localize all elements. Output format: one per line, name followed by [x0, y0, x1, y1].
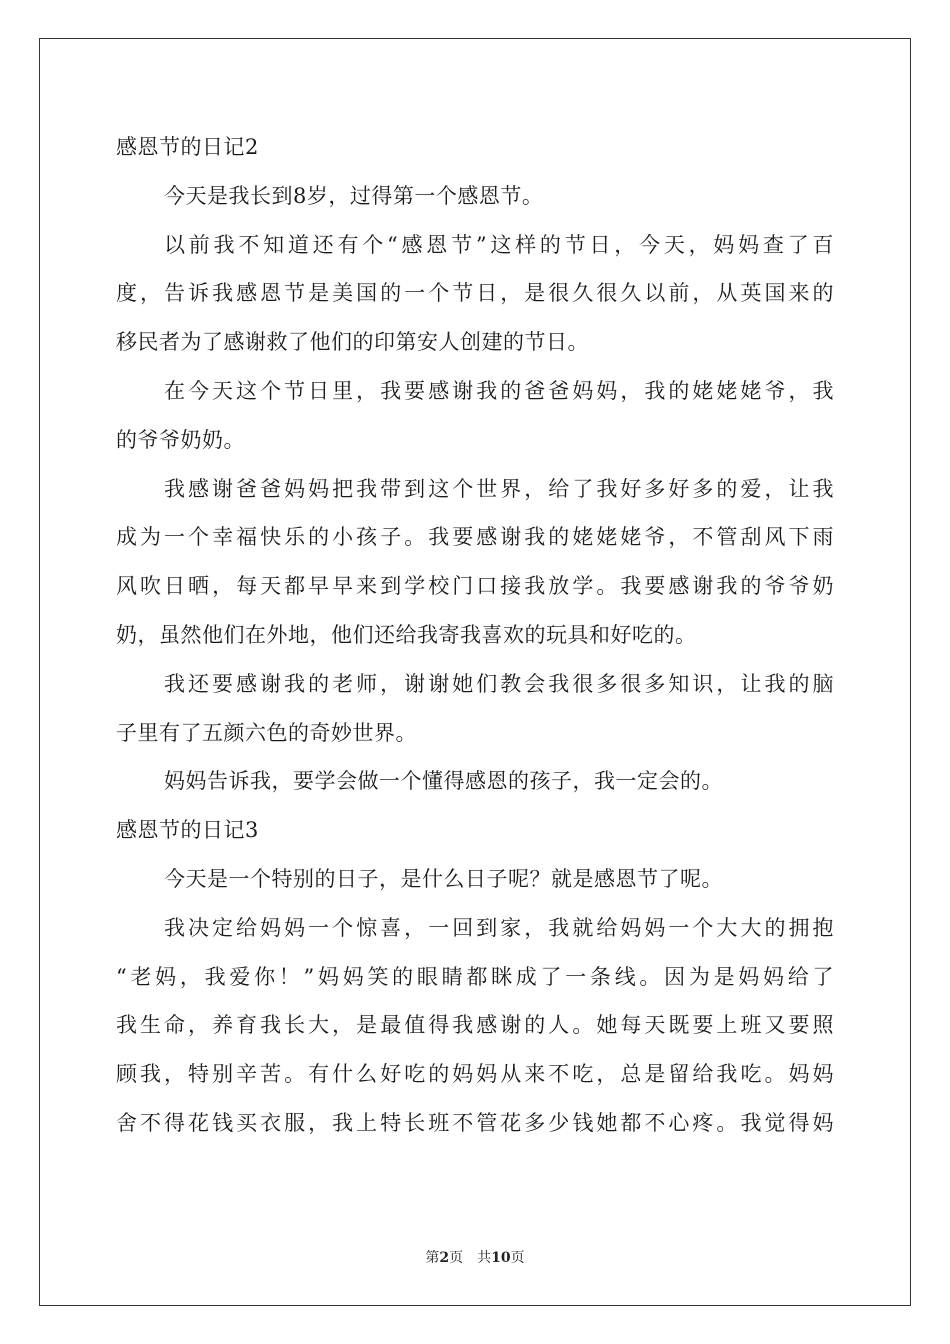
paragraph-line: 度，告诉我感恩节是美国的一个节日，是很久很久以前，从英国来的 — [116, 281, 834, 306]
paragraph-line: “老妈，我爱你！”妈妈笑的眼睛都眯成了一条线。因为是妈妈给了 — [116, 964, 834, 989]
section-heading: 感恩节的日记3 — [116, 818, 259, 843]
footer-page-number: 2 — [439, 1250, 450, 1266]
paragraph-line: 妈妈告诉我，要学会做一个懂得感恩的孩子，我一定会的。 — [164, 769, 723, 794]
paragraph-line: 成为一个幸福快乐的小孩子。我要感谢我的姥姥姥爷，不管刮风下雨 — [116, 525, 834, 550]
paragraph-line: 今天是我长到8岁，过得第一个感恩节。 — [164, 183, 544, 208]
footer-total-pages: 10 — [491, 1250, 511, 1266]
paragraph-line: 子里有了五颜六色的奇妙世界。 — [116, 720, 417, 745]
page-footer — [0, 1247, 950, 1267]
paragraph-line: 我生命，养育我长大，是最值得我感谢的人。她每天既要上班又要照 — [116, 1013, 834, 1038]
footer-total-suffix: 页 — [510, 1250, 525, 1266]
paragraph-line: 在今天这个节日里，我要感谢我的爸爸妈妈，我的姥姥姥爷，我 — [164, 378, 834, 403]
paragraph-line: 我还要感谢我的老师，谢谢她们教会我很多很多知识，让我的脑 — [164, 671, 834, 696]
paragraph-line: 以前我不知道还有个“感恩节”这样的节日，今天，妈妈查了百 — [164, 232, 834, 257]
paragraph-line: 舍不得花钱买衣服，我上特长班不管花多少钱她都不心疼。我觉得妈 — [116, 1110, 834, 1135]
document-body — [116, 123, 834, 1148]
footer-page-prefix: 第 — [425, 1250, 440, 1266]
paragraph-line: 顾我，特别辛苦。有什么好吃的妈妈从来不吃，总是留给我吃。妈妈 — [116, 1062, 834, 1087]
footer-total-prefix: 共 — [477, 1250, 492, 1266]
paragraph-line: 今天是一个特别的日子，是什么日子呢？就是感恩节了呢。 — [164, 866, 723, 891]
paragraph-line: 我决定给妈妈一个惊喜，一回到家，我就给妈妈一个大大的拥抱 — [164, 915, 834, 940]
paragraph-line: 我感谢爸爸妈妈把我带到这个世界，给了我好多好多的爱，让我 — [164, 476, 834, 501]
section-heading: 感恩节的日记2 — [116, 135, 259, 159]
paragraph-line: 的爷爷奶奶。 — [116, 427, 245, 452]
paragraph-line: 风吹日晒，每天都早早来到学校门口接我放学。我要感谢我的爷爷奶 — [116, 574, 834, 599]
paragraph-line: 移民者为了感谢救了他们的印第安人创建的节日。 — [116, 330, 589, 355]
paragraph-line: 奶，虽然他们在外地，他们还给我寄我喜欢的玩具和好吃的。 — [116, 622, 697, 647]
footer-page-suffix: 页 — [449, 1250, 464, 1266]
